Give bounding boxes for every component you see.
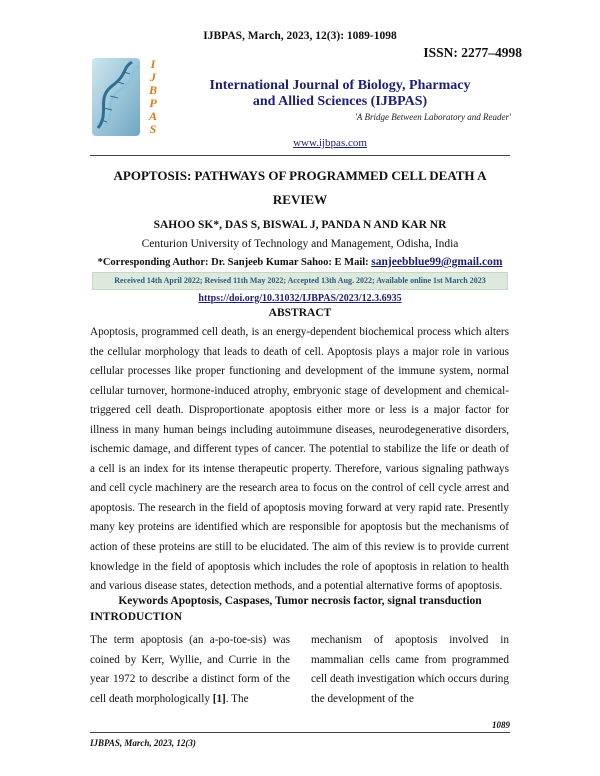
logo-letter: J xyxy=(150,70,156,84)
journal-logo xyxy=(92,58,164,136)
keywords: Keywords Apoptosis, Caspases, Tumor necrosis factor, signal transduction xyxy=(118,595,482,607)
logo-letter: P xyxy=(149,96,157,110)
abstract-text: Apoptosis, programmed cell death, is an energy-dependent biochemical process which alters the cellular morphology that leads to death of cell. Apoptosis plays a major role in various cellular processes like proper functioning and development of the immune system, normal cellular turnover, hormone-induced atrophy, embryonic stage of development and chemical-triggered cell death. Disproportionate apoptosis either more or less is a major factor for illness in many human beings including autoimmune diseases, neurodegenerative disorders, ischemic damage, and different types of cancer. The potential to stabilize the life or death of a cell is an index for its intense therapeutic property. Therefore, various signaling pathways and cell cycle machinery are the research area to focus on the control of cell cycle arrest and apoptosis. The research in the field of apoptosis moving forward at very rapid rate. Presently many key proteins are identified which are responsible for apoptosis but the mechanisms of action of these proteins are still to be elucidated. The aim of this review is to provide current knowledge in the field of apoptosis which includes the role of apoptosis in relation to health and various disease states, detection methods, and a potential alternative forms of apoptosis. xyxy=(90,326,509,593)
citation-ref: [1] xyxy=(212,692,226,705)
page-number: 1089 xyxy=(492,720,510,730)
introduction-column-right: mechanism of apoptosis involved in mammalian cells came from programmed cell death investigation which occurs during the development of the xyxy=(311,634,509,705)
authors: SAHOO SK*, DAS S, BISWAL J, PANDA N AND KAR NR xyxy=(153,219,447,231)
intro-left-tail: . The xyxy=(225,692,249,705)
journal-name-line1: International Journal of Biology, Pharmacy xyxy=(209,78,471,93)
article-title-line1: APOPTOSIS: PATHWAYS OF PROGRAMMED CELL DEATH A xyxy=(113,168,487,183)
footer-citation: IJBPAS, March, 2023, 12(3) xyxy=(90,738,196,748)
issn: ISSN: 2277–4998 xyxy=(423,45,522,60)
journal-name xyxy=(175,78,505,110)
footer-divider xyxy=(90,732,510,733)
journal-website-link[interactable]: www.ijbpas.com xyxy=(293,137,367,149)
corresponding-author xyxy=(0,256,600,268)
introduction-column-left xyxy=(90,631,290,709)
received-dates: Received 14th April 2022; Revised 11th May 2022; Accepted 13th Aug. 2022; Available online 1st March 2023 xyxy=(92,272,508,290)
article-title xyxy=(100,164,500,212)
email-link[interactable]: sanjeebblue99@gmail.com xyxy=(371,256,503,268)
abstract-heading: ABSTRACT xyxy=(268,307,332,319)
header-divider xyxy=(90,155,510,156)
affiliation: Centurion University of Technology and Management, Odisha, India xyxy=(141,238,459,250)
logo-letter: I xyxy=(150,57,156,71)
introduction-heading: INTRODUCTION xyxy=(90,611,183,623)
intro-left-text: The term apoptosis (an a-po-toe-sis) was coined by Kerr, Wyllie, and Currie in the year 1972 to describe a distinct form of the cell death morphologically xyxy=(90,634,290,705)
corresponding-author-label: *Corresponding Author: Dr. Sanjeeb Kumar Sahoo: E Mail: xyxy=(97,257,372,268)
running-header: IJBPAS, March, 2023, 12(3): 1089-1098 xyxy=(203,30,397,42)
journal-tagline: 'A Bridge Between Laboratory and Reader' xyxy=(355,112,511,122)
logo-letter: S xyxy=(149,122,157,136)
doi-link[interactable]: https://doi.org/10.31032/IJBPAS/2023/12.3.6935 xyxy=(198,293,402,304)
journal-name-line2: and Allied Sciences (IJBPAS) xyxy=(252,94,428,109)
article-title-line2: REVIEW xyxy=(272,192,328,207)
logo-letter: B xyxy=(148,83,157,97)
logo-letter: A xyxy=(148,109,157,123)
